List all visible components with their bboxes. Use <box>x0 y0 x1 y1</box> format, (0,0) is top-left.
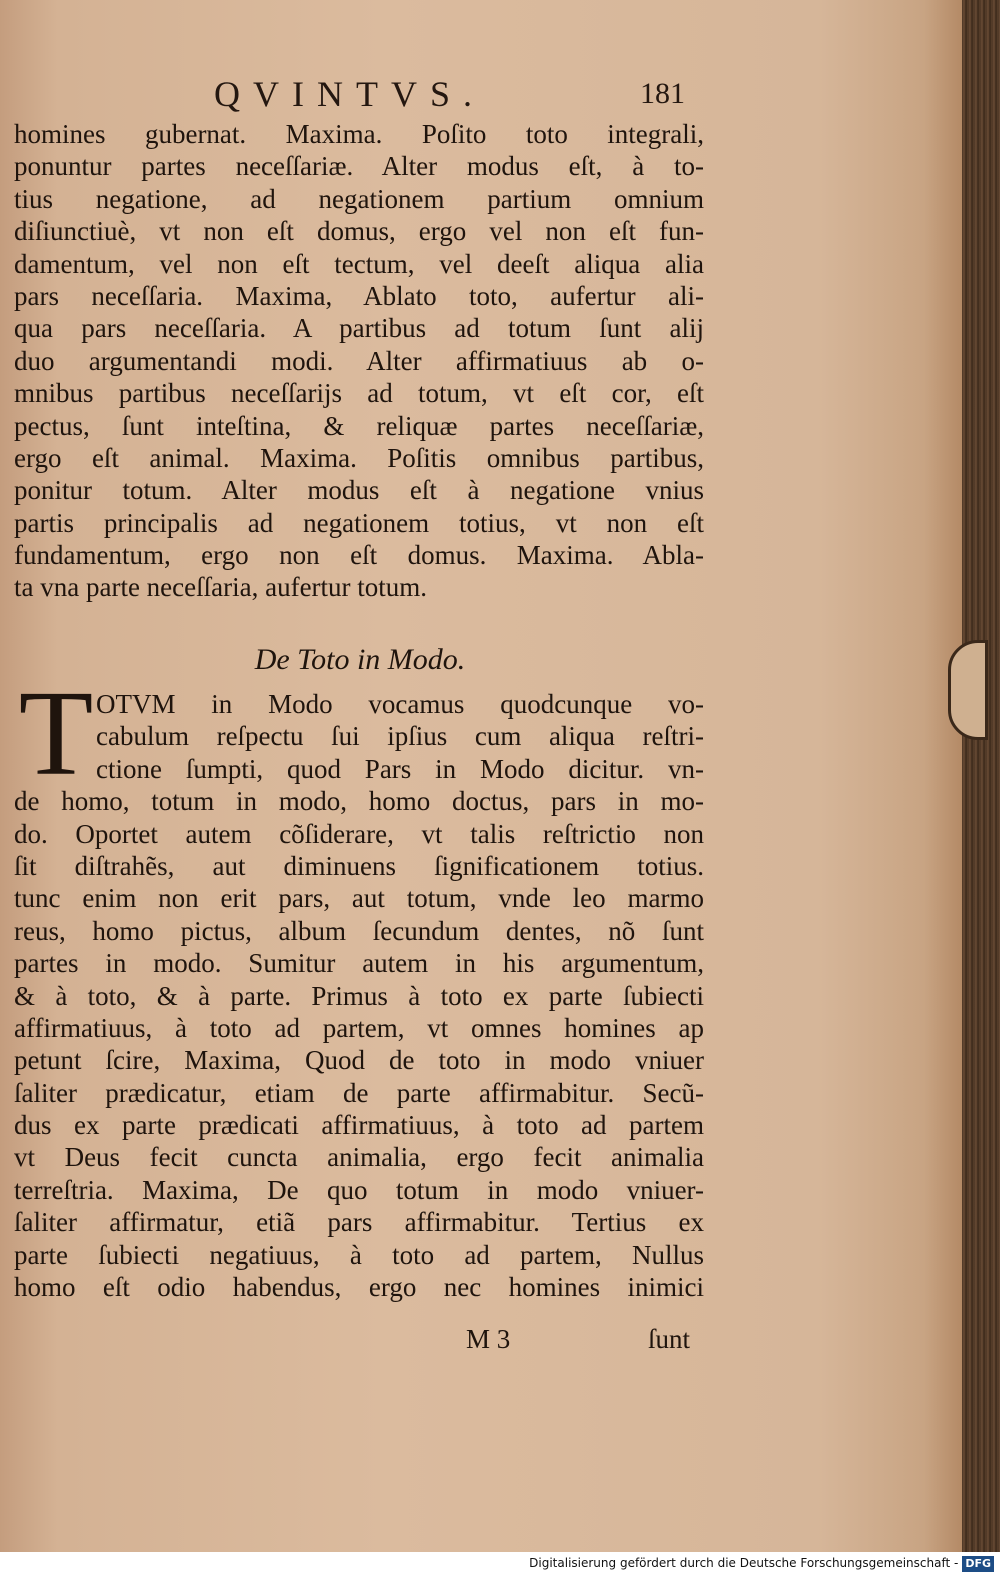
text-line: ſaliter affirmatur, etiã pars affirmabitur. Tertius ex <box>14 1207 704 1238</box>
text-line: & à toto, & à parte. Primus à toto ex parte ſubiecti <box>14 980 704 1011</box>
text-line: reus, homo pictus, album ſecundum dentes, nõ ſunt <box>14 915 704 946</box>
text-line: partes in modo. Sumitur autem in his argumentum, <box>14 948 704 979</box>
text-line: diſiunctiuè, vt non eſt domus, ergo vel non eſt fun- <box>14 216 704 247</box>
text-line: pectus, ſunt inteſtina, & reliquæ partes neceſſariæ, <box>14 410 704 441</box>
text-line: affirmatiuus, à toto ad partem, vt omnes homines ap <box>14 1012 704 1043</box>
page-footer-marks <box>14 1322 704 1356</box>
text-line: tunc enim non erit pars, aut totum, vnde leo marmo <box>14 883 704 914</box>
text-line-last: ta vna parte neceſſaria, aufertur totum. <box>14 572 428 603</box>
text-line: petunt ſcire, Maxima, Quod de toto in modo vniuer <box>14 1045 704 1076</box>
text-line: ctione ſumpti, quod Pars in Modo dicitur. vn- <box>96 753 704 784</box>
text-line: homines gubernat. Maxima. Poſito toto integrali, <box>14 119 704 149</box>
paragraph-one <box>14 118 704 604</box>
text-line: ergo eſt animal. Maxima. Poſitis omnibus partibus, <box>14 442 704 473</box>
text-line: qua pars neceſſaria. A partibus ad totum ſunt alij <box>14 313 704 344</box>
text-line: ponuntur partes neceſſariæ. Alter modus eſt, à to- <box>14 151 704 182</box>
catchword: ſunt <box>647 1324 690 1354</box>
running-title: QVINTVS. <box>214 74 485 114</box>
page-header <box>0 72 700 116</box>
text-line: pars neceſſaria. Maxima, Ablato toto, aufertur ali- <box>14 280 704 311</box>
text-line: ponitur totum. Alter modus eſt à negatione vnius <box>14 475 704 506</box>
text-line: ſaliter prædicatur, etiam de parte affirmabitur. Secũ- <box>14 1077 704 1108</box>
credit-bar <box>0 1552 1000 1574</box>
text-line: OTVM in Modo vocamus quodcunque vo- <box>96 689 704 719</box>
thumb-index-notch <box>948 640 988 740</box>
text-line: de homo, totum in modo, homo doctus, pars in mo- <box>14 786 704 817</box>
page-number: 181 <box>640 77 685 110</box>
paragraph-two <box>14 666 704 1303</box>
text-line: ſit diſtrahẽs, aut diminuens ſignificationem totius. <box>14 850 704 881</box>
signature-mark: M 3 <box>466 1324 511 1354</box>
text-line: damentum, vel non eſt tectum, vel deeſt aliqua alia <box>14 248 704 279</box>
book-page-edges <box>962 0 1000 1574</box>
text-line: partis principalis ad negationem totius, vt non eſt <box>14 507 704 538</box>
drop-cap-initial: T <box>18 666 94 801</box>
text-line: dus ex parte prædicati affirmatiuus, à toto ad partem <box>14 1110 704 1141</box>
text-line: homo eſt odio habendus, ergo nec homines inimici <box>14 1272 704 1303</box>
funding-credit-text: Digitalisierung gefördert durch die Deutsche Forschungsgemeinschaft - <box>529 1556 959 1570</box>
funding-credit <box>529 1554 994 1572</box>
text-line: mnibus partibus neceſſarijs ad totum, vt eſt cor, eſt <box>14 378 704 409</box>
text-line: terreſtria. Maxima, De quo totum in modo vniuer- <box>14 1174 704 1205</box>
dfg-logo: DFG <box>962 1556 994 1572</box>
text-line: fundamentum, ergo non eſt domus. Maxima. Abla- <box>14 540 704 571</box>
section-heading: De Toto in Modo. <box>254 643 466 676</box>
text-line: tius negatione, ad negationem partium omnium <box>14 183 704 214</box>
text-line: parte ſubiecti negatiuus, à toto ad partem, Nullus <box>14 1239 704 1270</box>
text-line: vt Deus fecit cuncta animalia, ergo fecit animalia <box>14 1142 704 1173</box>
text-line: do. Oportet autem cõſiderare, vt talis reſtrictio non <box>14 818 704 849</box>
text-line: cabulum reſpectu ſui ipſius cum aliqua reſtri- <box>96 721 704 752</box>
text-line: duo argumentandi modi. Alter affirmatiuus ab o- <box>14 345 704 376</box>
